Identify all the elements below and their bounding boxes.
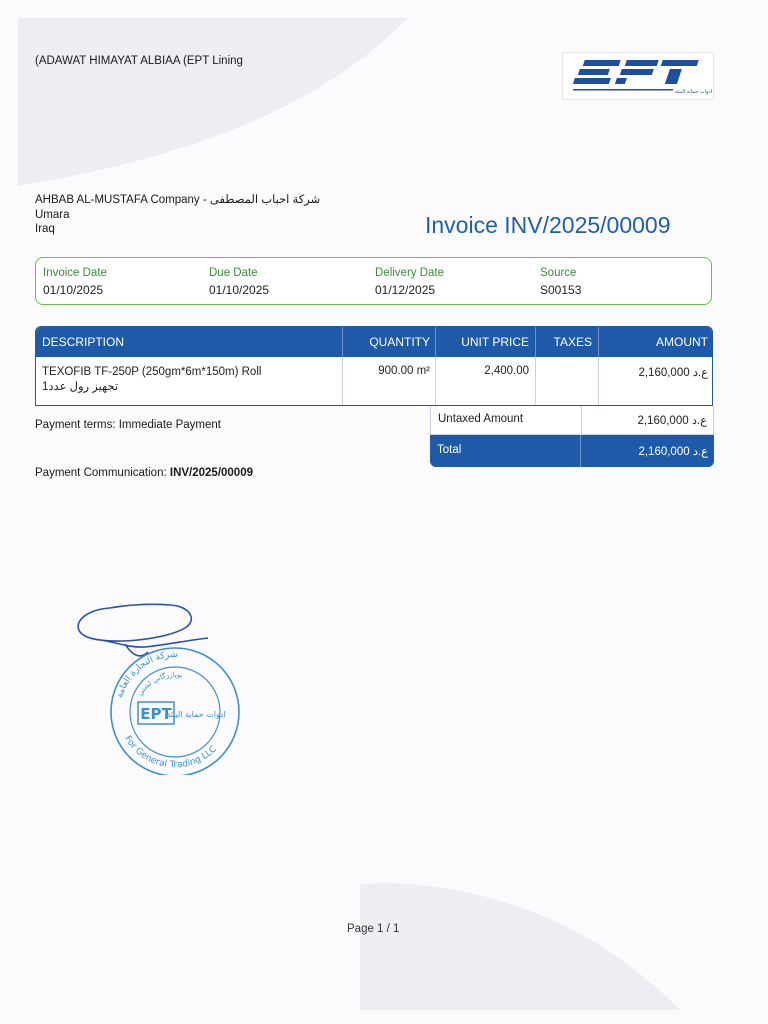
invoice-lines-table [35, 326, 713, 406]
source-value: S00153 [540, 283, 582, 297]
total-value: 2,160,000 ع.د [638, 446, 708, 458]
logo-arabic-text: ادوات حماية البيئة [675, 89, 713, 95]
row-description-line2: تجهيز رول عدد1 [42, 381, 119, 393]
invoice-date-value: 01/10/2025 [43, 283, 104, 297]
untaxed-amount-value: 2,160,000 ع.د [637, 415, 707, 427]
payment-communication-label: Payment Communication: [35, 467, 167, 479]
row-amount: 2,160,000 ع.د [638, 367, 708, 379]
totals-box [430, 406, 714, 467]
header-amount: AMOUNT [656, 335, 708, 349]
total-row [430, 435, 714, 467]
table-header [36, 327, 713, 357]
stamp-bottom-arc-text: For General Trading LLC [122, 734, 219, 771]
due-date-label: Due Date [209, 267, 258, 279]
invoice-date-field [43, 267, 107, 297]
payment-terms: Payment terms: Immediate Payment [35, 419, 221, 431]
row-taxes [536, 357, 599, 406]
header-taxes: TAXES [536, 327, 599, 357]
customer-name: AHBAB AL-MUSTAFA Company - شركة احباب المصطفى [35, 194, 321, 206]
untaxed-amount-label: Untaxed Amount [438, 413, 524, 425]
header-quantity: QUANTITY [343, 327, 436, 357]
invoice-dates-box [35, 257, 712, 305]
payment-communication-value: INV/2025/00009 [169, 467, 253, 479]
untaxed-amount-row [430, 406, 714, 435]
total-label: Total [437, 444, 462, 456]
source-field [540, 267, 581, 297]
row-unit-price: 2,400.00 [436, 357, 536, 406]
stamp-arabic-text: ادوات حماية البيئة [166, 710, 226, 719]
totals-divider [581, 406, 582, 435]
header-description: DESCRIPTION [36, 327, 343, 357]
due-date-field [209, 267, 269, 297]
customer-city: Umara [35, 208, 70, 221]
invoice-title: Invoice INV/2025/00009 [425, 212, 671, 238]
header-background-shape [18, 18, 718, 188]
delivery-date-value: 01/12/2025 [375, 283, 436, 297]
delivery-date-label: Delivery Date [375, 267, 445, 279]
svg-text:بوبازرگاني لشتي [136, 671, 184, 697]
company-stamp [100, 640, 250, 775]
stamp-center-text: EPT [140, 705, 172, 723]
company-name: (ADAWAT HIMAYAT ALBIAA (EPT Lining [35, 55, 243, 67]
delivery-date-field [375, 267, 444, 297]
row-description [36, 357, 343, 406]
total-divider [580, 435, 581, 467]
payment-communication [35, 467, 253, 479]
header-unit-price: UNIT PRICE [436, 327, 536, 357]
stamp-inner-arc-text: بوبازرگاني لشتي [135, 670, 184, 698]
svg-text:For General Trading LLC [122, 734, 219, 770]
row-description-line1: TEXOFIB TF-250P (250gm*6m*150m) Roll [42, 366, 262, 378]
company-logo [562, 52, 714, 100]
invoice-date-label: Invoice Date [43, 267, 107, 279]
source-label: Source [540, 267, 577, 279]
customer-address [35, 193, 320, 237]
ept-logo-icon [563, 53, 713, 99]
stamp-top-arc-text: شركة التجارة العامة [114, 649, 178, 700]
page-number: Page 1 / 1 [347, 923, 400, 935]
due-date-value: 01/10/2025 [209, 283, 270, 297]
row-quantity: 900.00 m² [343, 357, 436, 406]
footer-background-shape [340, 860, 740, 1010]
customer-country: Iraq [35, 223, 55, 235]
